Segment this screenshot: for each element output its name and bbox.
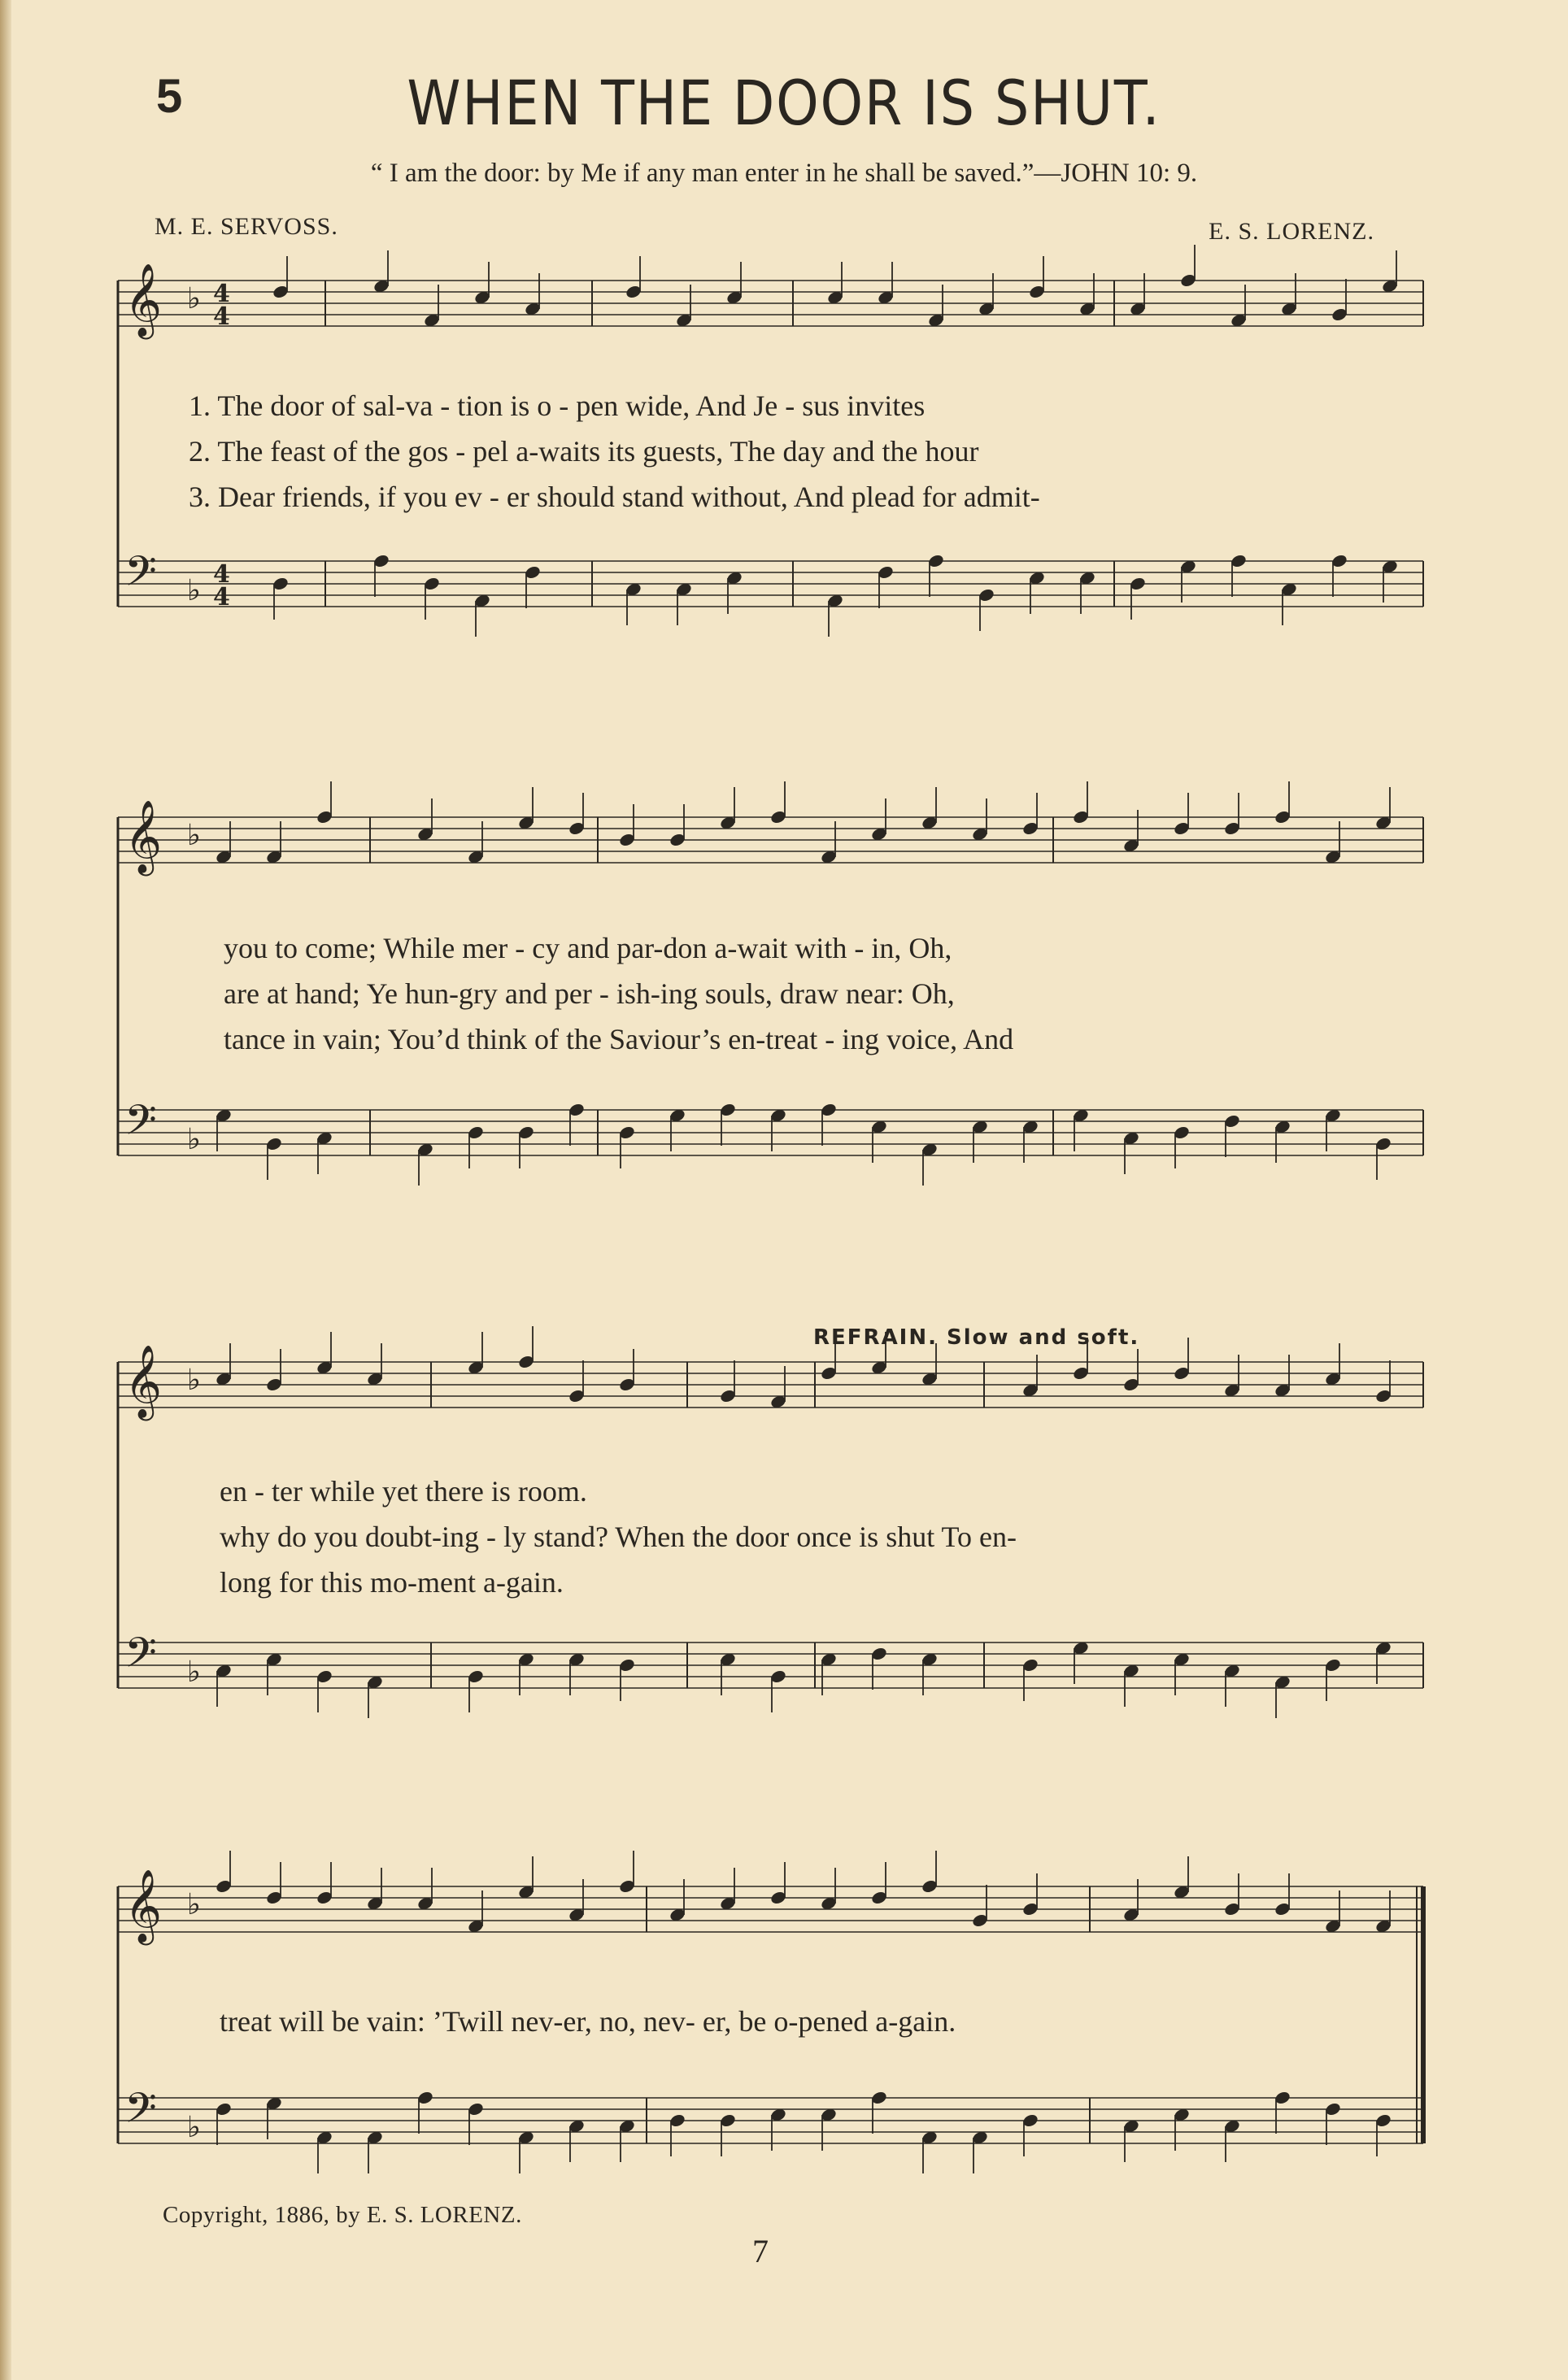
time-signature: 4 [213, 280, 230, 308]
scripture-quote: “ I am the door: by Me if any man enter in he shall be saved.”—JOHN 10: 9. [370, 159, 1198, 188]
refrain-marking: REFRAIN. Slow and soft. [813, 1325, 1140, 1350]
bass-clef: 𝄢 [124, 2083, 157, 2143]
lyric-line: 1. The door of sal-va - tion is o - pen wide, And Je - sus invites [189, 389, 926, 422]
lyric-line: tance in vain; You’d think of the Saviour’s en-treat - ing voice, And [224, 1023, 1014, 1055]
key-flat: ♭ [187, 2111, 201, 2144]
lyric-line: 3. Dear friends, if you ev - er should stand without, And plead for admit- [189, 481, 1040, 513]
key-flat: ♭ [187, 1123, 201, 1156]
key-flat: ♭ [187, 819, 201, 852]
lyric-line: en - ter while yet there is room. [220, 1475, 587, 1508]
hymn-number: 5 [156, 70, 183, 123]
bass-clef: 𝄢 [124, 1095, 157, 1155]
lyric-line: you to come; While mer - cy and par-don a-wait with - in, Oh, [224, 932, 952, 964]
treble-clef: 𝄞 [124, 800, 163, 873]
treble-clef: 𝄞 [124, 263, 163, 337]
lyric-line: are at hand; Ye hun-gry and per - ish-ing souls, draw near: Oh, [224, 977, 955, 1010]
time-signature: 4 [213, 583, 230, 611]
treble-clef: 𝄞 [124, 1869, 163, 1943]
lyric-line: 2. The feast of the gos - pel a-waits its guests, The day and the hour [189, 435, 979, 468]
key-flat: ♭ [187, 1656, 201, 1689]
lyric-line: why do you doubt-ing - ly stand? When the door once is shut To en- [220, 1521, 1017, 1553]
lyric-line: long for this mo-ment a-gain. [220, 1566, 564, 1599]
bass-clef: 𝄢 [124, 546, 157, 606]
treble-clef: 𝄞 [124, 1345, 163, 1418]
time-signature: 4 [213, 560, 230, 589]
key-flat: ♭ [187, 282, 201, 315]
key-flat: ♭ [187, 574, 201, 607]
page-number: 7 [752, 2233, 769, 2269]
hymn-title: WHEN THE DOOR IS SHUT. [407, 67, 1161, 139]
lyric-line: treat will be vain: ’Twill nev-er, no, nev- er, be o-pened a-gain. [220, 2005, 956, 2038]
key-flat: ♭ [187, 1364, 201, 1397]
copyright-notice: Copyright, 1886, by E. S. LORENZ. [163, 2202, 522, 2228]
composer-credit: E. S. LORENZ. [1209, 218, 1374, 245]
time-signature: 4 [213, 302, 230, 331]
key-flat: ♭ [187, 1888, 201, 1921]
lyricist-credit: M. E. SERVOSS. [155, 213, 338, 240]
bass-clef: 𝄢 [124, 1628, 157, 1687]
